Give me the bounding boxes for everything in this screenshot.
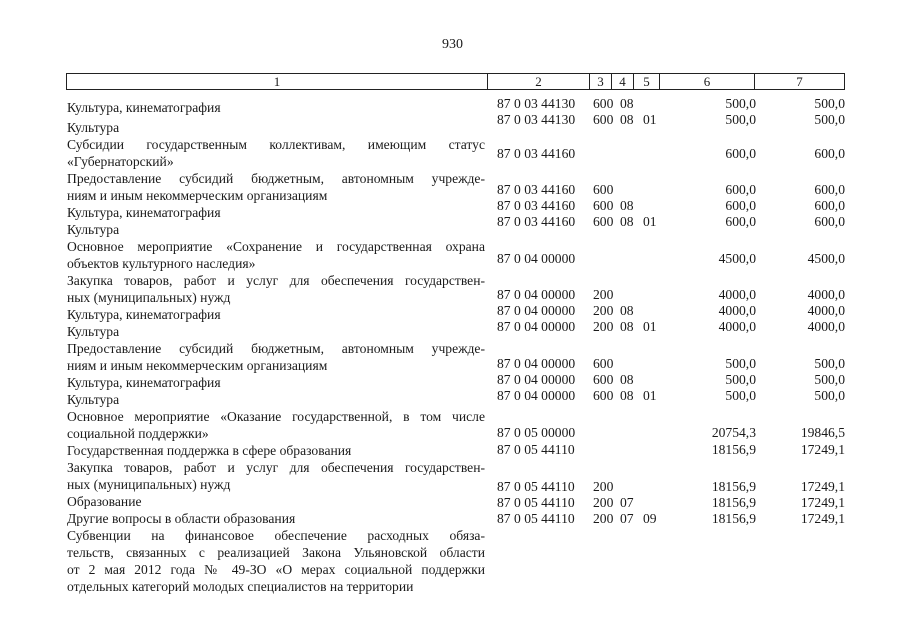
description-line: Закупка товаров, работ и услуг для обеспечения государствен- bbox=[67, 460, 485, 475]
amount-col-6: 500,0 bbox=[725, 112, 756, 127]
amount-col-6: 600,0 bbox=[725, 214, 756, 229]
amount-col-7: 600,0 bbox=[814, 198, 845, 213]
description-line: Другие вопросы в области образования bbox=[67, 511, 296, 526]
description-line: Предоставление субсидий бюджетным, автономным учрежде- bbox=[67, 341, 485, 356]
description-line: Основное мероприятие «Оказание государственной, в том числе bbox=[67, 409, 485, 424]
target-code-cell: 87 0 05 44110 bbox=[497, 511, 575, 526]
amount-col-6: 18156,9 bbox=[711, 495, 756, 510]
section-cell: 08 bbox=[620, 388, 634, 403]
target-code-cell: 87 0 05 00000 bbox=[497, 425, 576, 440]
description-line: от 2 мая 2012 года № 49-ЗО «О мерах социальной поддержки bbox=[67, 562, 485, 577]
expense-type-cell: 600 bbox=[593, 198, 614, 213]
target-code-cell: 87 0 03 44130 bbox=[497, 112, 576, 127]
target-code-cell: 87 0 03 44130 bbox=[497, 96, 576, 111]
amount-col-7: 17249,1 bbox=[800, 495, 845, 510]
subsection-cell: 09 bbox=[643, 511, 657, 526]
amount-col-6: 18156,9 bbox=[711, 511, 756, 526]
expense-type-cell: 200 bbox=[593, 495, 614, 510]
row-description bbox=[67, 323, 485, 340]
section-cell: 08 bbox=[620, 319, 634, 334]
header-col-7: 7 bbox=[755, 73, 845, 90]
section-cell: 07 bbox=[620, 511, 634, 526]
amount-col-6: 20754,3 bbox=[711, 425, 756, 440]
amount-col-6: 18156,9 bbox=[711, 442, 756, 457]
amount-col-7: 4500,0 bbox=[807, 251, 845, 266]
section-cell: 08 bbox=[620, 96, 634, 111]
header-col-6: 6 bbox=[660, 73, 755, 90]
amount-col-6: 500,0 bbox=[725, 388, 756, 403]
row-description bbox=[67, 238, 485, 272]
amount-col-7: 500,0 bbox=[814, 96, 845, 111]
subsection-cell: 01 bbox=[643, 388, 657, 403]
amount-col-6: 500,0 bbox=[725, 356, 756, 371]
section-cell: 08 bbox=[620, 303, 634, 318]
row-description bbox=[67, 306, 485, 323]
target-code-cell: 87 0 04 00000 bbox=[497, 372, 576, 387]
amount-col-6: 600,0 bbox=[725, 182, 756, 197]
row-description bbox=[67, 459, 485, 493]
target-code-cell: 87 0 04 00000 bbox=[497, 356, 576, 371]
amount-col-6: 500,0 bbox=[725, 372, 756, 387]
amount-col-7: 19846,5 bbox=[800, 425, 845, 440]
amount-col-6: 18156,9 bbox=[711, 479, 756, 494]
expense-type-cell: 600 bbox=[593, 388, 614, 403]
description-line: объектов культурного наследия» bbox=[67, 256, 256, 271]
amount-col-6: 4000,0 bbox=[718, 303, 756, 318]
amount-col-7: 600,0 bbox=[814, 182, 845, 197]
target-code-cell: 87 0 04 00000 bbox=[497, 303, 576, 318]
amount-col-7: 17249,1 bbox=[800, 442, 845, 457]
target-code-cell: 87 0 05 44110 bbox=[497, 442, 575, 457]
amount-col-7: 600,0 bbox=[814, 214, 845, 229]
expense-type-cell: 200 bbox=[593, 287, 614, 302]
row-description bbox=[67, 340, 485, 374]
amount-col-7: 17249,1 bbox=[800, 511, 845, 526]
description-line: тельств, связанных с реализацией Закона Ульяновской области bbox=[67, 545, 485, 560]
amount-col-6: 4500,0 bbox=[718, 251, 756, 266]
section-cell: 07 bbox=[620, 495, 634, 510]
row-description bbox=[67, 272, 485, 306]
description-line: Образование bbox=[67, 494, 142, 509]
description-line: ных (муниципальных) нужд bbox=[67, 290, 231, 305]
amount-col-6: 600,0 bbox=[725, 198, 756, 213]
row-description bbox=[67, 527, 485, 595]
row-description bbox=[67, 99, 485, 116]
subsection-cell: 01 bbox=[643, 319, 657, 334]
page-number: 930 bbox=[442, 37, 463, 52]
expense-type-cell: 600 bbox=[593, 214, 614, 229]
row-description bbox=[67, 408, 485, 442]
subsection-cell: 01 bbox=[643, 214, 657, 229]
header-col-5: 5 bbox=[634, 73, 660, 90]
description-line: Субсидии государственным коллективам, имеющим статус bbox=[67, 137, 485, 152]
amount-col-6: 4000,0 bbox=[718, 319, 756, 334]
expense-type-cell: 600 bbox=[593, 372, 614, 387]
expense-type-cell: 200 bbox=[593, 479, 614, 494]
row-description bbox=[67, 221, 485, 238]
target-code-cell: 87 0 03 44160 bbox=[497, 182, 576, 197]
target-code-cell: 87 0 04 00000 bbox=[497, 319, 576, 334]
description-line: ниям и иным некоммерческим организациям bbox=[67, 188, 328, 203]
description-line: Закупка товаров, работ и услуг для обеспечения государствен- bbox=[67, 273, 485, 288]
amount-col-6: 500,0 bbox=[725, 96, 756, 111]
target-code-cell: 87 0 05 44110 bbox=[497, 479, 575, 494]
target-code-cell: 87 0 05 44110 bbox=[497, 495, 575, 510]
expense-type-cell: 600 bbox=[593, 356, 614, 371]
description-line: социальной поддержки» bbox=[67, 426, 209, 441]
section-cell: 08 bbox=[620, 372, 634, 387]
description-line: Государственная поддержка в сфере образования bbox=[67, 443, 352, 458]
header-col-2: 2 bbox=[488, 73, 590, 90]
description-line: Культура bbox=[67, 120, 120, 135]
description-line: Культура, кинематография bbox=[67, 100, 221, 115]
row-description bbox=[67, 442, 485, 459]
header-col-4: 4 bbox=[612, 73, 634, 90]
expense-type-cell: 600 bbox=[593, 96, 614, 111]
description-line: Культура bbox=[67, 324, 120, 339]
description-line: ниям и иным некоммерческим организациям bbox=[67, 358, 328, 373]
amount-col-7: 4000,0 bbox=[807, 303, 845, 318]
expense-type-cell: 600 bbox=[593, 112, 614, 127]
amount-col-7: 600,0 bbox=[814, 146, 845, 161]
description-line: «Губернаторский» bbox=[67, 154, 174, 169]
expense-type-cell: 600 bbox=[593, 182, 614, 197]
header-col-3: 3 bbox=[590, 73, 612, 90]
description-line: Культура, кинематография bbox=[67, 205, 221, 220]
amount-col-6: 600,0 bbox=[725, 146, 756, 161]
amount-col-7: 500,0 bbox=[814, 372, 845, 387]
description-line: Культура, кинематография bbox=[67, 307, 221, 322]
header-col-1: 1 bbox=[66, 73, 488, 90]
description-line: Предоставление субсидий бюджетным, автономным учрежде- bbox=[67, 171, 485, 186]
section-cell: 08 bbox=[620, 214, 634, 229]
amount-col-7: 4000,0 bbox=[807, 287, 845, 302]
section-cell: 08 bbox=[620, 112, 634, 127]
row-description bbox=[67, 136, 485, 170]
amount-col-7: 4000,0 bbox=[807, 319, 845, 334]
row-description bbox=[67, 391, 485, 408]
amount-col-6: 4000,0 bbox=[718, 287, 756, 302]
row-description bbox=[67, 119, 485, 136]
target-code-cell: 87 0 04 00000 bbox=[497, 388, 576, 403]
description-line: отдельных категорий молодых специалистов на территории bbox=[67, 579, 414, 594]
description-line: Культура bbox=[67, 392, 120, 407]
target-code-cell: 87 0 03 44160 bbox=[497, 146, 576, 161]
description-line: ных (муниципальных) нужд bbox=[67, 477, 231, 492]
row-description bbox=[67, 510, 485, 527]
target-code-cell: 87 0 03 44160 bbox=[497, 214, 576, 229]
target-code-cell: 87 0 04 00000 bbox=[497, 287, 576, 302]
amount-col-7: 500,0 bbox=[814, 388, 845, 403]
expense-type-cell: 200 bbox=[593, 319, 614, 334]
description-line: Культура bbox=[67, 222, 120, 237]
section-cell: 08 bbox=[620, 198, 634, 213]
amount-col-7: 500,0 bbox=[814, 356, 845, 371]
row-description bbox=[67, 374, 485, 391]
expense-type-cell: 200 bbox=[593, 511, 614, 526]
expense-type-cell: 200 bbox=[593, 303, 614, 318]
description-line: Культура, кинематография bbox=[67, 375, 221, 390]
amount-col-7: 17249,1 bbox=[800, 479, 845, 494]
description-line: Субвенции на финансовое обеспечение расходных обяза- bbox=[67, 528, 485, 543]
target-code-cell: 87 0 04 00000 bbox=[497, 251, 576, 266]
amount-col-7: 500,0 bbox=[814, 112, 845, 127]
row-description bbox=[67, 204, 485, 221]
subsection-cell: 01 bbox=[643, 112, 657, 127]
row-description bbox=[67, 170, 485, 204]
target-code-cell: 87 0 03 44160 bbox=[497, 198, 576, 213]
description-line: Основное мероприятие «Сохранение и государственная охрана bbox=[67, 239, 485, 254]
row-description bbox=[67, 493, 485, 510]
